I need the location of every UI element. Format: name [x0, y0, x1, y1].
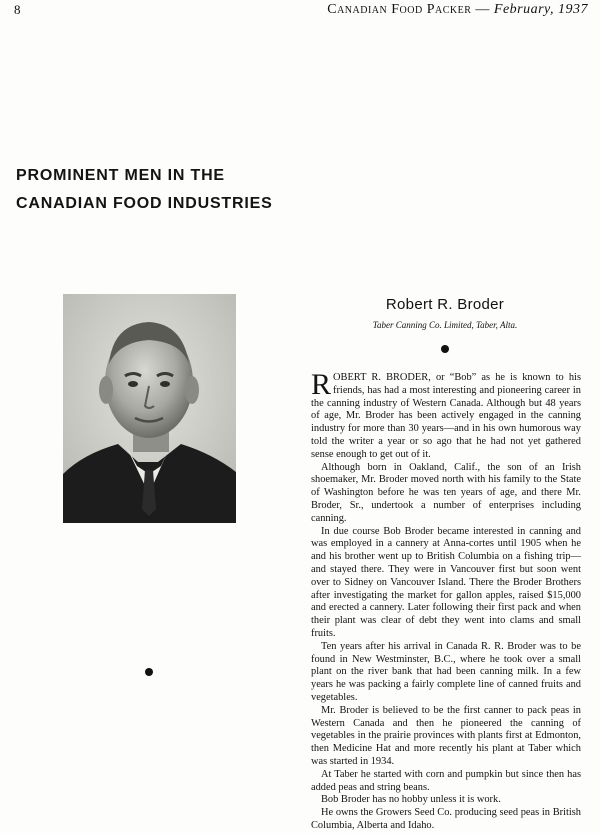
article-paragraph: Bob Broder has no hobby unless it is work. [321, 794, 501, 806]
publication-name: Canadian Food Packer — [327, 2, 490, 17]
article-paragraph: Ten years after his arrival in Canada R. R. Broder was to be found in New Westminster, B.C., where he took over a small plant on the river bank that had been canning milk. In a few years he was packing a fairly complete line of canned fruits and vegetables. [311, 640, 581, 703]
article-paragraph: He owns the Growers Seed Co. producing seed peas in British Columbia, Alberta and Idaho. [311, 807, 581, 831]
drop-cap: R [311, 368, 332, 401]
portrait-photo [63, 294, 236, 523]
article-paragraph-text: OBERT R. BRODER, or “Bob” as he is known to his friends, has had a most interesting and pioneering career in the canning industry of Western Canada. Although but 48 years of age, Mr. Broder has been actively engaged in the canning industry for more than 30 years—and in his own humorous way told the writer a year or so ago that he had not yet gathered sense enough to get out of it. [311, 372, 581, 460]
feature-heading-line-2: CANADIAN FOOD INDUSTRIES [16, 195, 273, 212]
running-head [327, 2, 588, 18]
portrait-illustration [63, 294, 236, 523]
article-paragraph: In due course Bob Broder became interested in canning and was employed in a cannery at Anna-cortes until 1905 when he and his brother went up to British Columbia on a fishing trip—and stayed there. They were in Vancouver first but soon went over to Sidney on Vancouver Island. There the Broder Brothers after investigating the market for gallon apples, raised $15,000 and erected a cannery. Later following their first pack and when their plant was clear of debt they went into clams and small fruits. [311, 525, 581, 639]
feature-heading [16, 162, 273, 218]
subject-name: Robert R. Broder [385, 296, 505, 313]
article-paragraph: At Taber he started with corn and pumpkin but since then has added peas and string beans. [311, 768, 581, 793]
page-number: 8 [14, 2, 21, 17]
article-paragraph [311, 368, 581, 462]
subject-company: Taber Canning Co. Limited, Taber, Alta. [372, 320, 518, 330]
article-body [311, 368, 581, 833]
ornament-dot [145, 668, 153, 676]
article-paragraph: Mr. Broder is believed to be the first canner to pack peas in Western Canada and then he pioneered the canning of vegetables in the prairie provinces with plants first at Edmonton, then Medicine Hat and more recently his plant at Taber which was started in 1934. [311, 704, 581, 767]
ornament-dot [441, 345, 449, 353]
article-paragraph: Although born in Oakland, Calif., the son of an Irish shoemaker, Mr. Broder moved north with his family to the State of Washington before he was ten years of age, and there Mr. Broder, Sr., undertook a number of enterprises including canning. [311, 461, 581, 524]
feature-heading-line-1: PROMINENT MEN IN THE [16, 167, 225, 184]
issue-date: February, 1937 [493, 2, 588, 17]
